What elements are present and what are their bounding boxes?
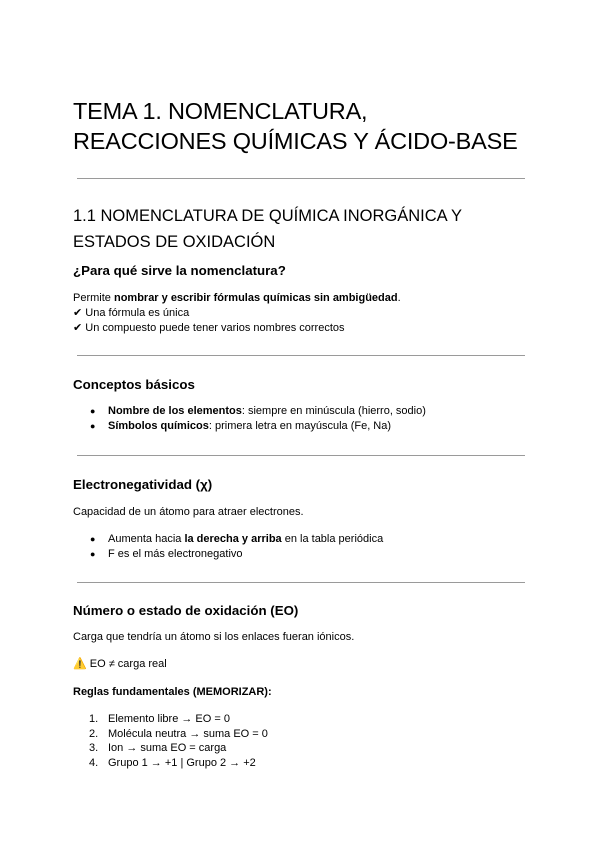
- numero-oxidacion-description: Carga que tendría un átomo si los enlaces fueran iónicos.: [73, 631, 355, 643]
- section-heading-line-1: 1.1 NOMENCLATURA DE QUÍMICA INORGÁNICA Y: [73, 207, 463, 225]
- heading-numero-oxidacion: Número o estado de oxidación (EO): [73, 603, 299, 618]
- para-que-intro: [73, 291, 401, 306]
- list-number: 2.: [89, 727, 99, 740]
- electronegatividad-list: [73, 532, 383, 561]
- section-heading-1-1: [73, 203, 533, 255]
- list-number: 1.: [89, 713, 99, 725]
- check-item-2: ✔ Un compuesto puede tener varios nombres correctos: [73, 322, 345, 334]
- heading-para-que: ¿Para qué sirve la nomenclatura?: [73, 263, 286, 278]
- item-suffix: en la tabla periódica: [281, 533, 384, 545]
- divider: [77, 355, 525, 356]
- rule-text: Elemento libre → EO = 0: [108, 713, 230, 725]
- rule-text: Ion → suma EO = carga: [108, 742, 227, 754]
- document-title-line-1: TEMA 1. NOMENCLATURA,: [73, 98, 368, 124]
- item-text: : primera letra en mayúscula (Fe, Na): [208, 419, 392, 432]
- heading-conceptos: Conceptos básicos: [73, 377, 195, 392]
- list-item: [73, 404, 426, 419]
- list-number: 3.: [89, 742, 99, 754]
- intro-bold: nombrar y escribir fórmulas químicas sin ambigüedad: [113, 292, 398, 304]
- list-item: [73, 727, 268, 742]
- rules-heading: Reglas fundamentales (MEMORIZAR):: [73, 686, 272, 698]
- divider: [77, 582, 525, 583]
- conceptos-list: [73, 404, 426, 433]
- item-prefix: Aumenta hacia: [108, 533, 185, 545]
- item-text: F es el más electronegativo: [108, 547, 243, 560]
- bullet-icon: ●: [90, 406, 96, 416]
- intro-prefix: Permite: [73, 292, 114, 304]
- bullet-icon: ●: [90, 548, 96, 559]
- electronegatividad-description: Capacidad de un átomo para atraer electrones.: [73, 506, 304, 518]
- divider: [77, 455, 525, 456]
- item-bold: Nombre de los elementos: [108, 405, 242, 417]
- item-text: : siempre en minúscula (hierro, sodio): [241, 405, 426, 417]
- heading-electronegatividad: Electronegatividad (χ): [73, 477, 213, 492]
- list-number: 4.: [89, 756, 99, 769]
- item-bold: Símbolos químicos: [108, 419, 209, 432]
- check-item-1: ✔ Una fórmula es única: [73, 307, 190, 319]
- list-item: [73, 547, 383, 562]
- rules-list: [73, 712, 268, 770]
- bullet-icon: ●: [90, 534, 96, 544]
- list-item: [73, 712, 268, 727]
- intro-suffix: .: [397, 292, 401, 304]
- item-bold: la derecha y arriba: [184, 533, 282, 545]
- bullet-icon: ●: [90, 420, 96, 431]
- section-heading-line-2: ESTADOS DE OXIDACIÓN: [73, 233, 276, 251]
- divider: [77, 178, 525, 179]
- rule-text: Grupo 1 → +1 | Grupo 2 → +2: [108, 756, 256, 769]
- list-item: [73, 419, 426, 434]
- warning-note: ⚠️ EO ≠ carga real: [73, 658, 167, 670]
- list-item: [73, 741, 268, 756]
- document-title: [73, 96, 533, 156]
- document-title-line-2: REACCIONES QUÍMICAS Y ÁCIDO-BASE: [73, 128, 518, 154]
- list-item: [73, 532, 383, 547]
- rule-text: Molécula neutra → suma EO = 0: [108, 727, 268, 740]
- list-item: [73, 756, 268, 771]
- para-que-block: [73, 291, 401, 336]
